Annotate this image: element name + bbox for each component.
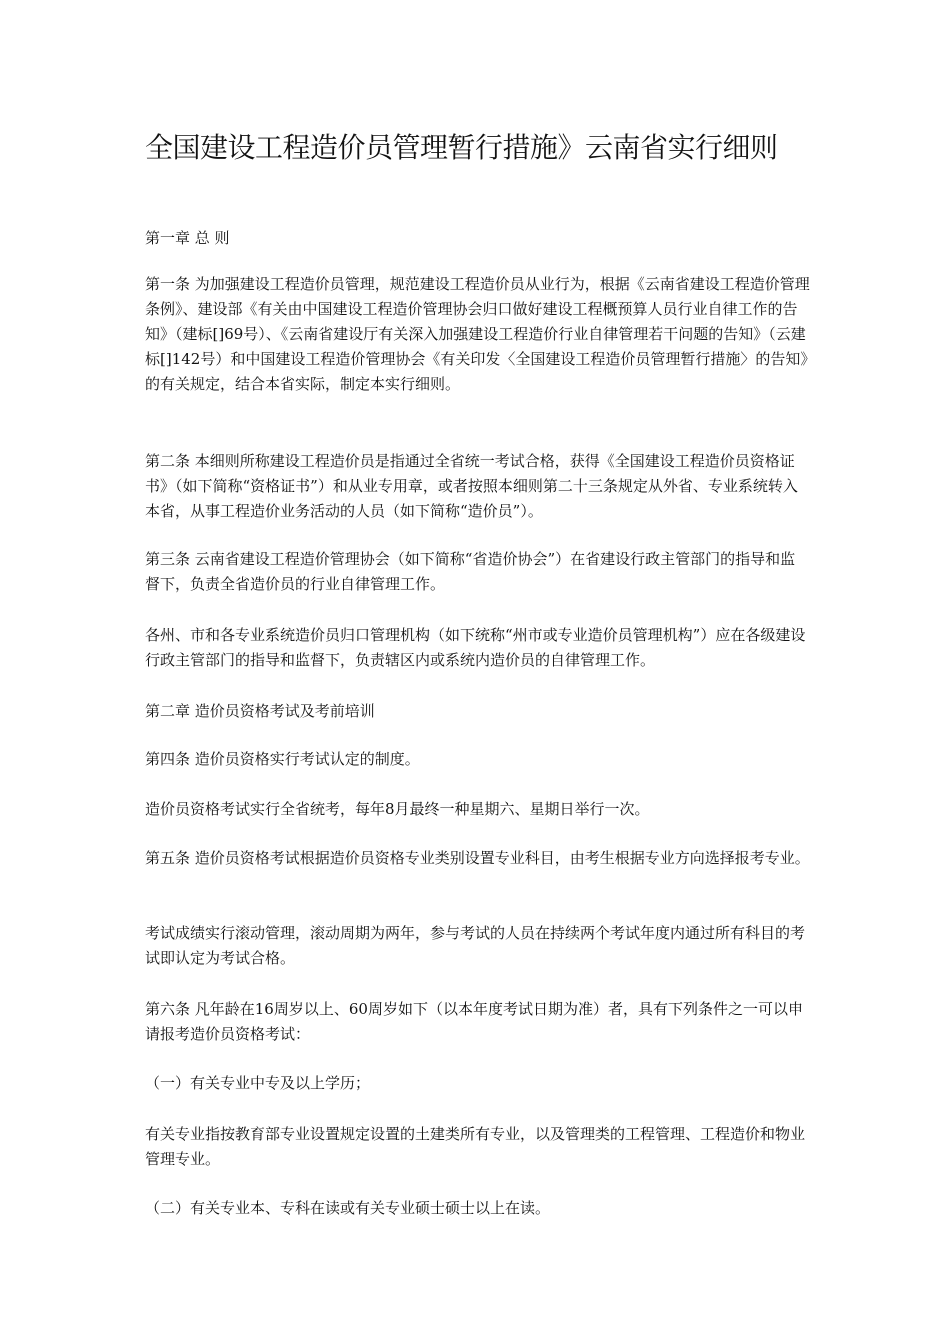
document-title: 全国建设工程造价员管理暂行措施》云南省实行细则	[145, 131, 778, 164]
article-2: 第二条 本细则所称建设工程造价员是指通过全省统一考试合格，获得《全国建设工程造价员资格证书》（如下简称“资格证书”）和从业专用章，或者按照本细则第二十三条规定从外省、专业系统转入本省，从事工程造价业务活动的人员（如下简称“造价员”）。	[145, 452, 798, 520]
article-1: 第一条 为加强建设工程造价员管理，规范建设工程造价员从业行为，根据《云南省建设工程造价管理条例》、建设部《有关由中国建设工程造价管理协会归口做好建设工程概预算人员行业自律工作的告知》（建标[]69号）、《云南省建设厅有关深入加强建设工程造价行业自律管理若干问题的告知》（云建标[]142号）和中国建设工程造价管理协会《有关印发〈全国建设工程造价员管理暂行措施〉的告知》的有关规定，结合本省实际，制定本实行细则。	[145, 275, 810, 393]
article-4-paragraph-2: 造价员资格考试实行全省统考，每年8月最终一种星期六、星期日举行一次。	[145, 800, 650, 818]
article-6-item-1-note: 有关专业指按教育部专业设置规定设置的土建类所有专业，以及管理类的工程管理、工程造价和物业管理专业。	[145, 1125, 806, 1168]
chapter-heading-2: 第二章 造价员资格考试及考前培训	[145, 702, 375, 720]
article-3: 第三条 云南省建设工程造价管理协会（如下简称“省造价协会”）在省建设行政主管部门的指导和监督下，负责全省造价员的行业自律管理工作。	[145, 550, 796, 593]
article-6: 第六条 凡年龄在16周岁以上、60周岁如下（以本年度考试日期为准）者，具有下列条件之一可以申请报考造价员资格考试：	[145, 1000, 803, 1043]
chapter-heading-1: 第一章 总 则	[145, 229, 230, 247]
article-5: 第五条 造价员资格考试根据造价员资格专业类别设置专业科目，由考生根据专业方向选择报考专业。	[145, 849, 810, 867]
article-5-paragraph-2: 考试成绩实行滚动管理，滚动周期为两年，参与考试的人员在持续两个考试年度内通过所有科目的考试即认定为考试合格。	[145, 924, 806, 967]
article-6-item-1: （一）有关专业中专及以上学历；	[145, 1074, 371, 1092]
article-3-paragraph-2: 各州、市和各专业系统造价员归口管理机构（如下统称“州市或专业造价员管理机构”）应在各级建设行政主管部门的指导和监督下，负责辖区内或系统内造价员的自律管理工作。	[145, 626, 806, 669]
article-4: 第四条 造价员资格实行考试认定的制度。	[145, 750, 420, 768]
article-6-item-2: （二）有关专业本、专科在读或有关专业硕士硕士以上在读。	[145, 1199, 551, 1217]
